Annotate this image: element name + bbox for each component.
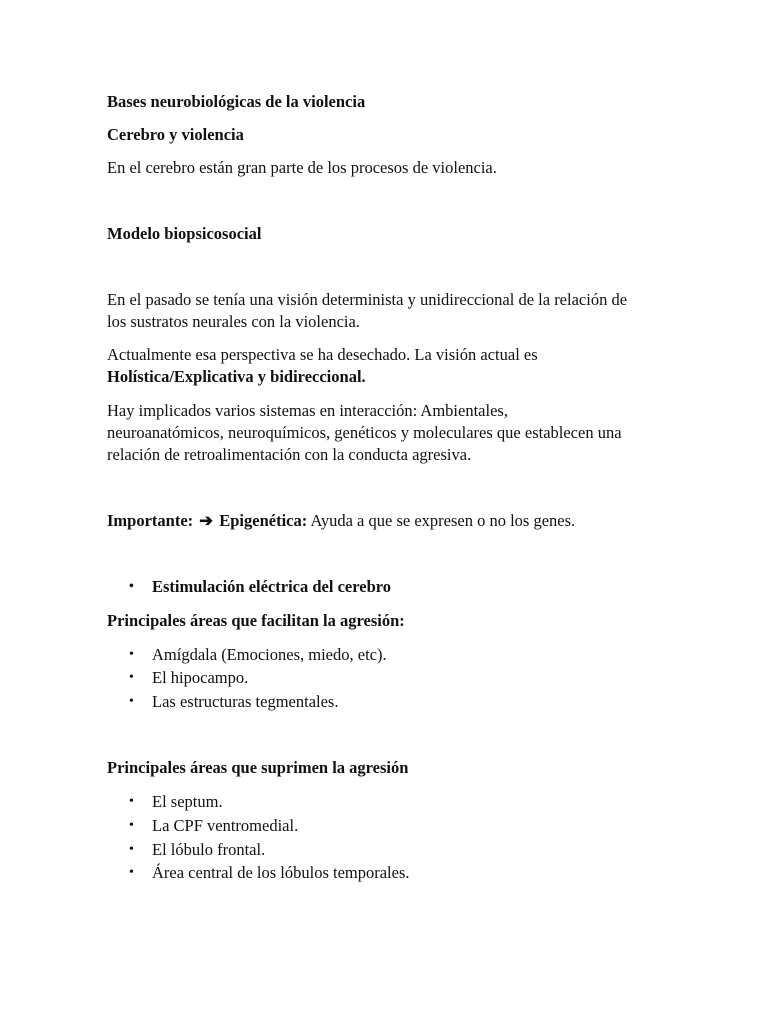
arrow-right-icon: ➔	[199, 511, 214, 530]
bullet-icon: •	[129, 647, 134, 662]
epigenetics-label: Epigenética:	[219, 511, 308, 530]
important-label: Importante:	[107, 511, 194, 530]
important-note	[107, 510, 575, 532]
bullet-icon: •	[129, 818, 134, 833]
bullet-icon: •	[129, 865, 134, 880]
paragraph-current-line-1: Actualmente esa perspectiva se ha desechado. La visión actual es	[107, 345, 538, 364]
paragraph-past-line-1: En el pasado se tenía una visión determinista y unidireccional de la relación de	[107, 290, 628, 309]
section-heading-model: Modelo biopsicosocial	[107, 224, 262, 243]
bullet-icon: •	[129, 794, 134, 809]
section-heading-facilitate: Principales áreas que facilitan la agresión:	[107, 611, 405, 630]
paragraph-current-line-2: Holística/Explicativa y bidireccional.	[107, 367, 366, 386]
paragraph-systems-line-1: Hay implicados varios sistemas en interacción: Ambientales,	[107, 401, 508, 420]
epigenetics-text: Ayuda a que se expresen o no los genes.	[310, 511, 576, 530]
document-title: Bases neurobiológicas de la violencia	[107, 92, 366, 111]
list-item-text: La CPF ventromedial.	[152, 816, 299, 835]
section-heading-suppress: Principales áreas que suprimen la agresión	[107, 758, 409, 777]
list-item-text: Amígdala (Emociones, miedo, etc).	[152, 645, 387, 664]
paragraph-systems-line-3: relación de retroalimentación con la conducta agresiva.	[107, 445, 472, 464]
paragraph-brain: En el cerebro están gran parte de los procesos de violencia.	[107, 158, 497, 177]
bullet-icon: •	[129, 670, 134, 685]
list-item-text: Área central de los lóbulos temporales.	[152, 863, 410, 882]
list-item-text: El hipocampo.	[152, 668, 249, 687]
paragraph-past-line-2: los sustratos neurales con la violencia.	[107, 312, 360, 331]
section-heading-brain: Cerebro y violencia	[107, 125, 244, 144]
list-item-text: El septum.	[152, 792, 223, 811]
list-item-text: Estimulación eléctrica del cerebro	[152, 577, 392, 596]
list-item-text: Las estructuras tegmentales.	[152, 692, 339, 711]
paragraph-systems-line-2: neuroanatómicos, neuroquímicos, genéticos y moleculares que establecen una	[107, 423, 622, 442]
list-item-text: El lóbulo frontal.	[152, 840, 266, 859]
bullet-icon: •	[129, 579, 134, 594]
bullet-icon: •	[129, 842, 134, 857]
bullet-icon: •	[129, 694, 134, 709]
